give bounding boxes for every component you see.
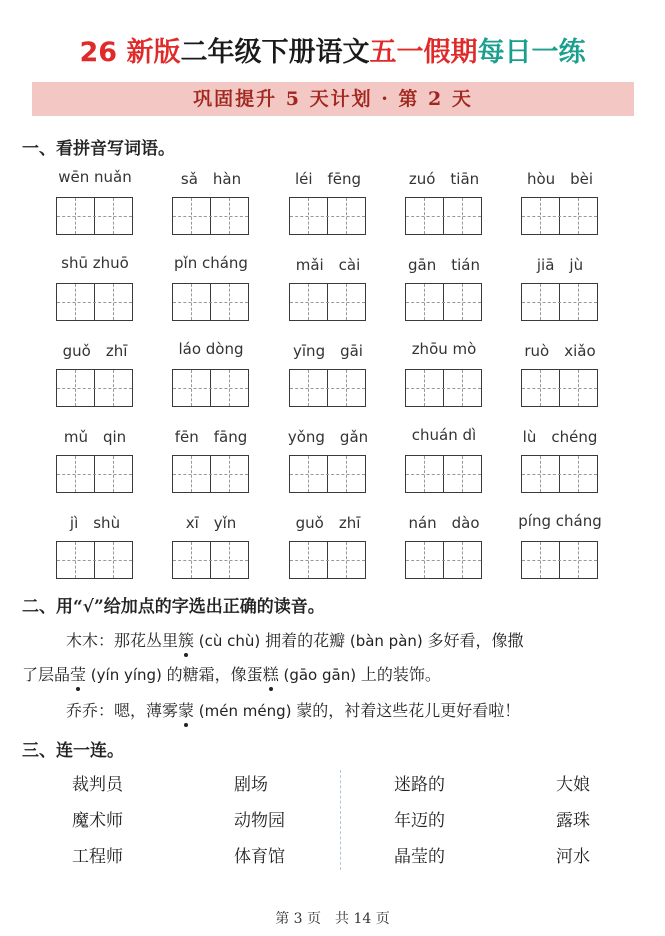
writing-grid[interactable] bbox=[521, 541, 598, 579]
title-edition: 26 新版 bbox=[79, 37, 181, 68]
match-item[interactable]: 迷路的 bbox=[394, 775, 445, 795]
text-segment: 木木：那花丛里 bbox=[66, 631, 179, 650]
pinyin-label: guǒ zhī bbox=[62, 342, 128, 360]
section3-heading: 三、连一连。 bbox=[22, 741, 124, 761]
column-divider bbox=[340, 770, 341, 870]
page-title bbox=[0, 30, 665, 69]
pinyin-label: ruò xiǎo bbox=[524, 342, 596, 360]
text-segment: 乔乔：嗯，薄雾 bbox=[66, 701, 179, 720]
reading-options[interactable]: (cù chù) bbox=[194, 632, 266, 650]
pinyin-label: fēn fāng bbox=[174, 428, 248, 446]
writing-grid[interactable] bbox=[405, 197, 482, 235]
pinyin-label: jiā jù bbox=[536, 256, 584, 274]
reading-options[interactable]: (yín yíng) bbox=[86, 666, 167, 684]
match-item[interactable]: 年迈的 bbox=[394, 811, 445, 831]
text-segment: 的糖霜，像蛋 bbox=[166, 665, 263, 684]
reading-options[interactable]: (bàn pàn) bbox=[345, 632, 428, 650]
match-item[interactable]: 工程师 bbox=[72, 847, 123, 867]
pinyin-label: hòu bèi bbox=[526, 170, 594, 188]
writing-grid[interactable] bbox=[172, 455, 249, 493]
pinyin-label: láo dòng bbox=[178, 340, 244, 358]
title-daily: 每日一练 bbox=[477, 37, 586, 68]
pinyin-label: gān tián bbox=[408, 256, 480, 274]
pinyin-label: chuán dì bbox=[411, 426, 477, 444]
writing-grid[interactable] bbox=[56, 283, 133, 321]
pinyin-label: lù chéng bbox=[522, 428, 598, 446]
writing-grid[interactable] bbox=[289, 197, 366, 235]
dotted-char: 蒙 bbox=[178, 698, 194, 721]
pinyin-label: jì shù bbox=[69, 514, 121, 532]
pinyin-label: guǒ zhī bbox=[295, 514, 361, 532]
reading-line-1 bbox=[66, 628, 524, 651]
match-item[interactable]: 晶莹的 bbox=[394, 847, 445, 867]
pinyin-label: sǎ hàn bbox=[180, 170, 242, 188]
section2-heading: 二、用“√”给加点的字选出正确的读音。 bbox=[22, 597, 325, 617]
pinyin-label: shū zhuō bbox=[61, 254, 129, 272]
writing-grid[interactable] bbox=[289, 369, 366, 407]
writing-grid[interactable] bbox=[405, 455, 482, 493]
pinyin-label: léi fēng bbox=[294, 170, 362, 188]
writing-grid[interactable] bbox=[172, 283, 249, 321]
reading-line-2 bbox=[22, 662, 441, 685]
writing-grid[interactable] bbox=[56, 369, 133, 407]
writing-grid[interactable] bbox=[405, 541, 482, 579]
dotted-char: 莹 bbox=[70, 662, 86, 685]
text-segment: 蒙的，衬着这些花儿更好看啦！ bbox=[296, 701, 521, 720]
reading-options[interactable]: (mén méng) bbox=[194, 702, 297, 720]
plan-banner: 巩固提升 5 天计划 · 第 2 天 bbox=[32, 82, 634, 116]
match-item[interactable]: 体育馆 bbox=[234, 847, 285, 867]
writing-grid[interactable] bbox=[405, 283, 482, 321]
writing-grid[interactable] bbox=[56, 197, 133, 235]
reading-line-3 bbox=[66, 698, 520, 721]
writing-grid[interactable] bbox=[172, 369, 249, 407]
writing-grid[interactable] bbox=[289, 283, 366, 321]
pinyin-label: yīng gāi bbox=[293, 342, 363, 360]
match-item[interactable]: 剧场 bbox=[234, 775, 268, 795]
match-item[interactable]: 大娘 bbox=[556, 775, 590, 795]
pinyin-label: mǎi cài bbox=[295, 256, 361, 274]
match-item[interactable]: 露珠 bbox=[556, 811, 590, 831]
text-segment: 拥着的花瓣 bbox=[265, 631, 346, 650]
writing-grid[interactable] bbox=[521, 369, 598, 407]
reading-options[interactable]: (gāo gān) bbox=[278, 666, 361, 684]
writing-grid[interactable] bbox=[56, 541, 133, 579]
pinyin-label: píng cháng bbox=[518, 512, 602, 530]
pinyin-label: yǒng gǎn bbox=[287, 428, 369, 446]
title-grade: 二年级下册语文 bbox=[180, 37, 370, 68]
pinyin-label: wēn nuǎn bbox=[58, 168, 132, 186]
writing-grid[interactable] bbox=[521, 197, 598, 235]
dotted-char: 糕 bbox=[263, 662, 279, 685]
writing-grid[interactable] bbox=[289, 455, 366, 493]
match-item[interactable]: 魔术师 bbox=[72, 811, 123, 831]
page-footer: 第 3 页 共 14 页 bbox=[275, 911, 390, 927]
writing-grid[interactable] bbox=[289, 541, 366, 579]
writing-grid[interactable] bbox=[521, 455, 598, 493]
pinyin-label: mǔ qin bbox=[63, 428, 127, 446]
pinyin-label: pǐn cháng bbox=[174, 254, 248, 272]
title-holiday: 五一假期 bbox=[369, 37, 478, 68]
match-item[interactable]: 裁判员 bbox=[72, 775, 123, 795]
section1-heading: 一、看拼音写词语。 bbox=[22, 139, 175, 159]
match-item[interactable]: 动物园 bbox=[234, 811, 285, 831]
pinyin-label: zuó tiān bbox=[408, 170, 480, 188]
text-segment: 上的装饰。 bbox=[360, 665, 441, 684]
text-segment: 多好看，像撒 bbox=[427, 631, 524, 650]
pinyin-label: zhōu mò bbox=[411, 340, 477, 358]
dotted-char: 簇 bbox=[178, 628, 194, 651]
writing-grid[interactable] bbox=[56, 455, 133, 493]
pinyin-label: xī yǐn bbox=[185, 514, 237, 532]
writing-grid[interactable] bbox=[172, 541, 249, 579]
match-item[interactable]: 河水 bbox=[556, 847, 590, 867]
writing-grid[interactable] bbox=[172, 197, 249, 235]
text-segment: 了层晶 bbox=[22, 665, 71, 684]
writing-grid[interactable] bbox=[521, 283, 598, 321]
pinyin-label: nán dào bbox=[408, 514, 480, 532]
writing-grid[interactable] bbox=[405, 369, 482, 407]
